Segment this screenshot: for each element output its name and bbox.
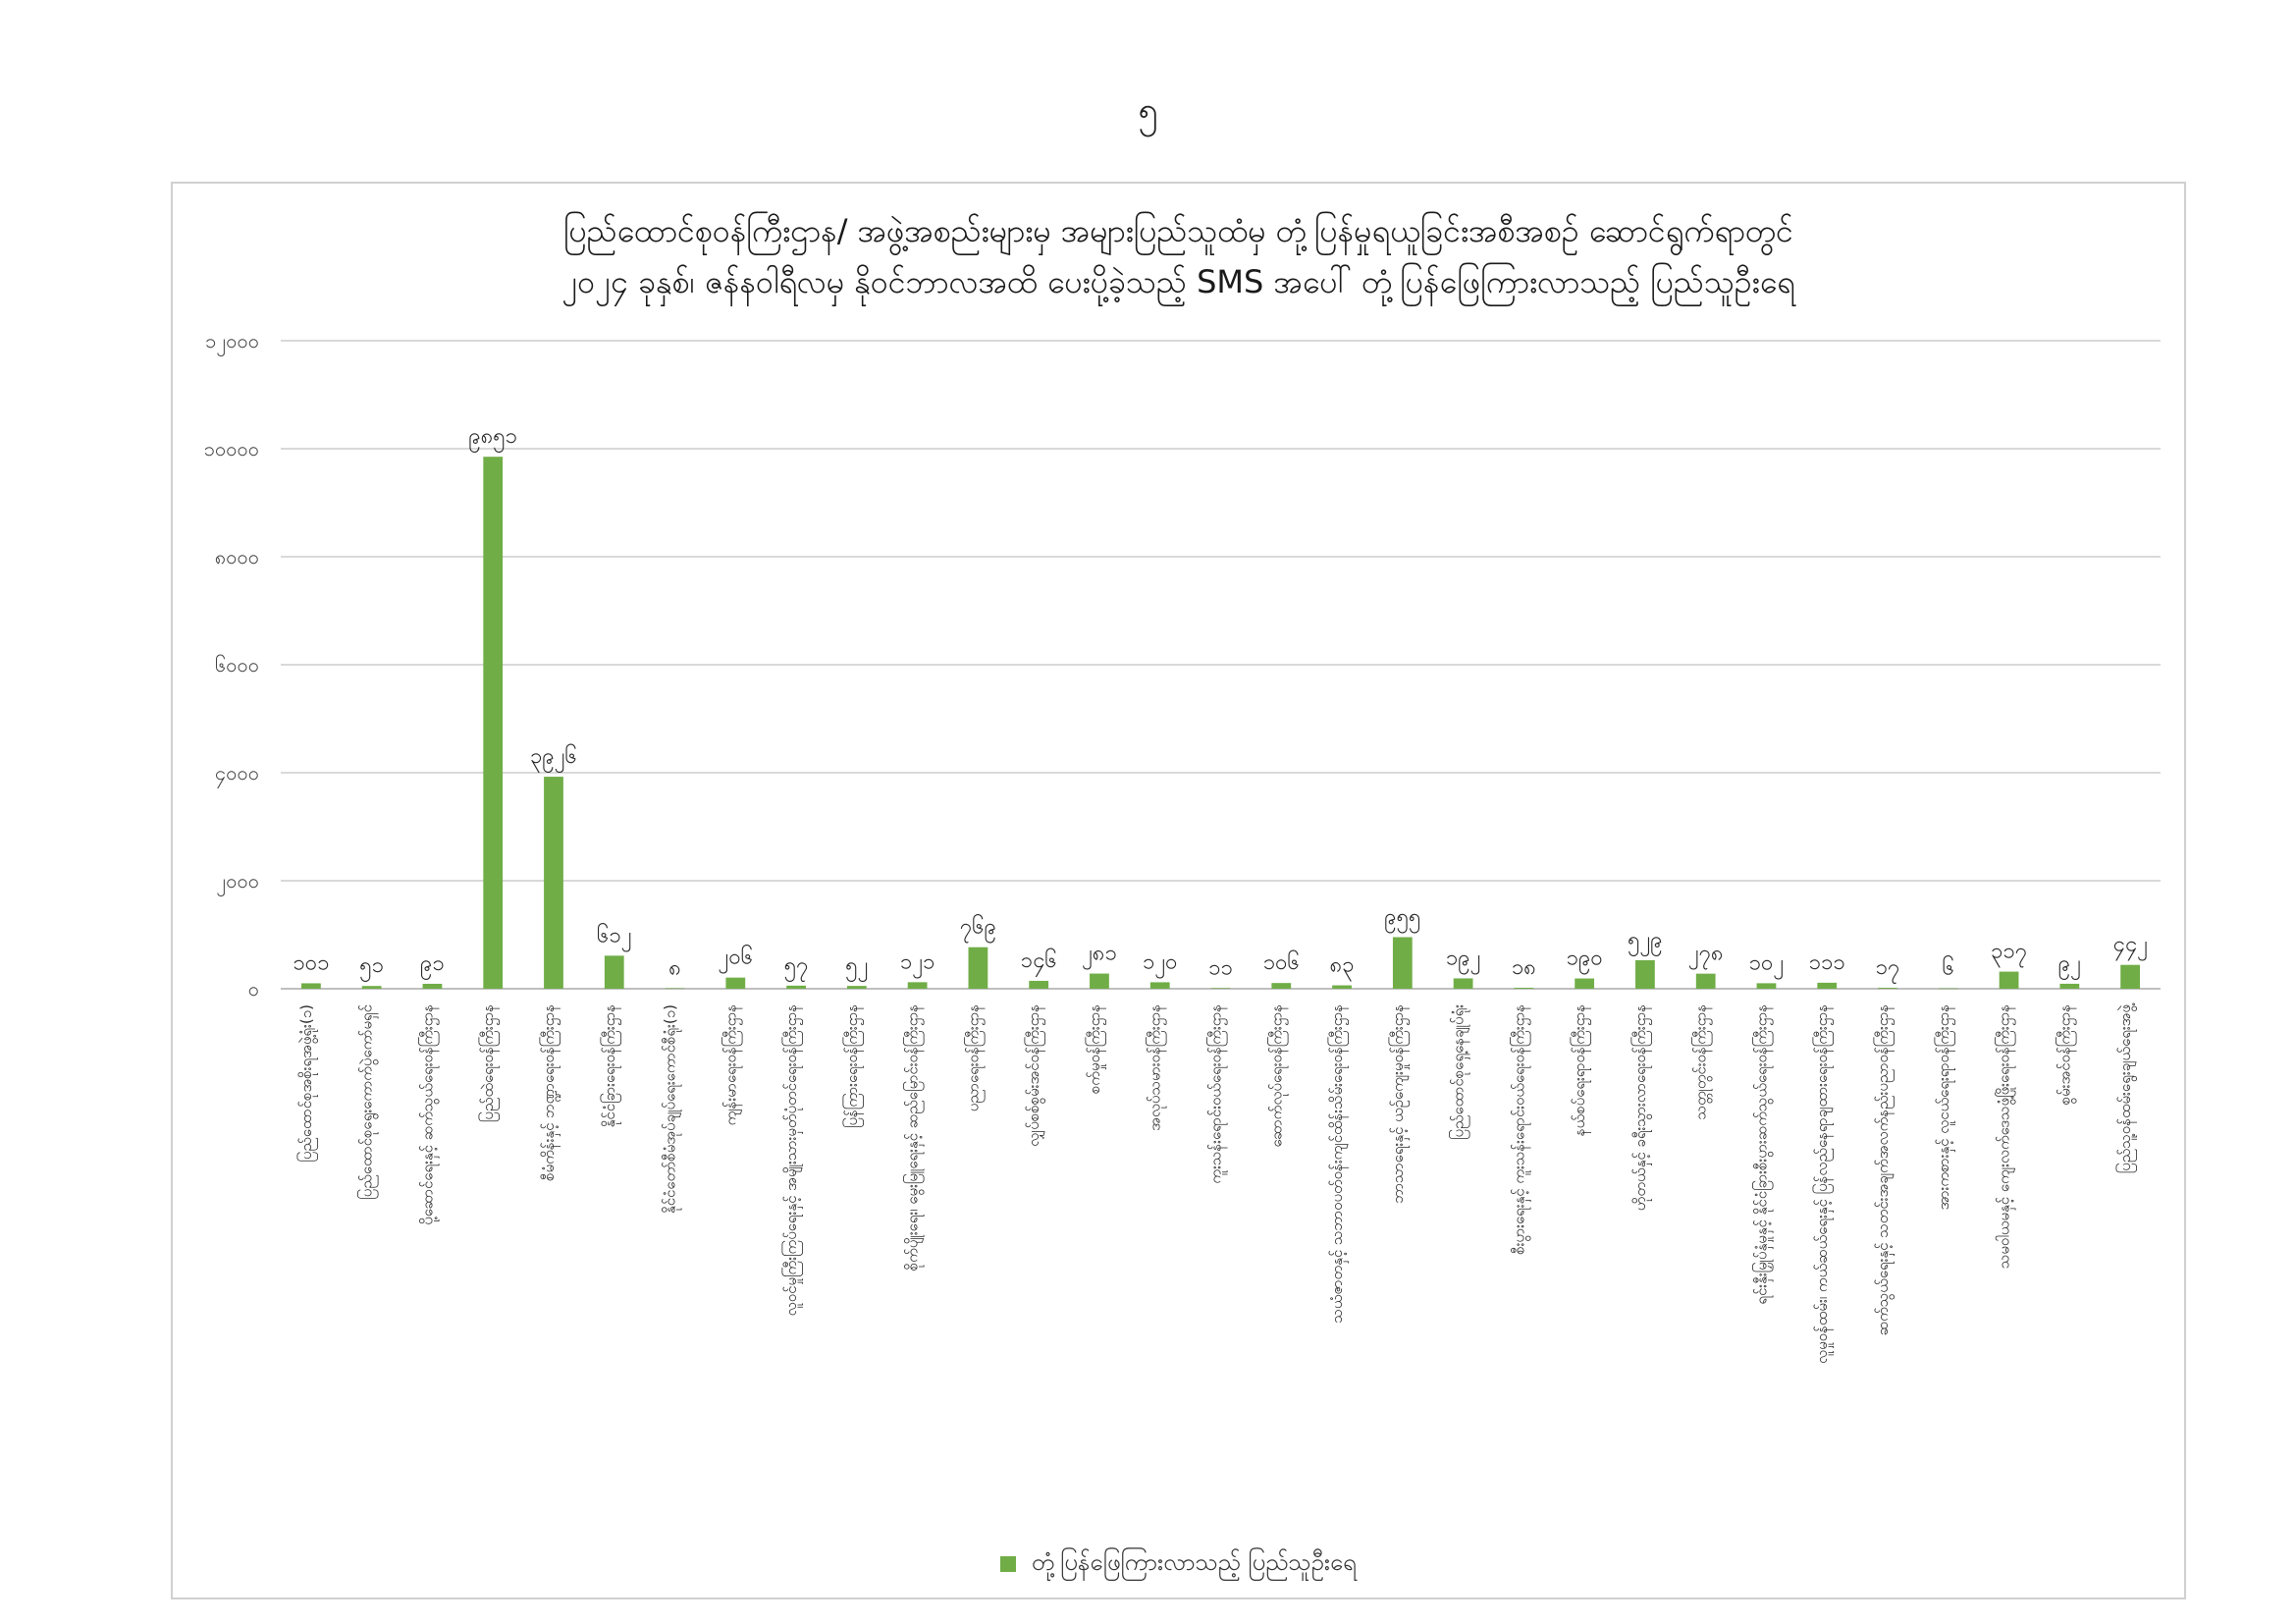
legend-swatch — [1000, 1556, 1016, 1572]
data-label: ၁၀၁ — [293, 950, 330, 976]
bar — [1332, 986, 1352, 989]
bar — [908, 982, 928, 989]
bar — [362, 986, 382, 989]
data-label: ၅၁ — [359, 953, 385, 979]
data-label: ၁၁ — [1208, 955, 1233, 981]
x-tick-label: ပို့ဆောင်ရေးနှင့် ဆက်သွယ်ရေးဝန်ကြီးဌာန — [418, 1004, 437, 1225]
bar — [423, 984, 443, 989]
bar — [725, 978, 745, 989]
bar — [2059, 984, 2079, 989]
x-tick-label: နိုင်ငံခြားရေးဝန်ကြီးဌာန — [600, 1004, 618, 1128]
y-tick-label: ၆၀၀၀ — [215, 653, 259, 677]
bar — [1150, 982, 1170, 989]
bar — [1939, 989, 1958, 990]
data-label: ၈၃ — [1329, 952, 1355, 978]
x-tick-label: ဘာသာရေးနှင့် ယဉ်ကျေးမှုဝန်ကြီးဌာန — [1388, 1004, 1407, 1204]
bar — [2000, 972, 2019, 989]
y-tick-label: ၁၀၀၀၀ — [203, 437, 259, 460]
x-tick-label: ပြည်ထောင်စုအစိုးရအဖွဲ့ရုံး(၁) — [296, 1004, 315, 1163]
bar — [1696, 974, 1716, 989]
bar — [969, 947, 988, 989]
x-tick-label: ကျန်းမာရေးဝန်ကြီးဌာန — [721, 1004, 740, 1126]
bar — [1090, 974, 1109, 989]
bar — [483, 457, 503, 989]
x-tick-label: ပြည်သူ့ဝန်ထမ်းရွေးချယ်ရေးအဖွဲ့ — [2116, 1003, 2135, 1174]
bar — [1514, 988, 1533, 989]
x-tick-label: လျှပ်စစ်စွမ်းအင်ဝန်ကြီးဌာန — [1025, 1004, 1043, 1147]
data-label: ၃၉၂၆ — [530, 744, 577, 770]
data-label: ၁၉၂ — [1445, 946, 1481, 971]
x-tick-label: စက်မှုဝန်ကြီးဌာန — [1085, 1004, 1103, 1095]
data-label: ၅၇ — [783, 952, 809, 978]
bar — [1211, 988, 1231, 989]
x-tick-label: ပြည်ထဲရေးဝန်ကြီးဌာန — [479, 1004, 498, 1123]
data-label: ၇၆၉ — [959, 914, 996, 940]
x-tick-label: စီးပွားရေးနှင့် ကူးသန်းရောင်းဝယ်ရေးဝန်ကြီးဌာန — [1510, 1004, 1528, 1255]
bar — [786, 986, 806, 989]
data-label: ၉၈၅၁ — [468, 424, 518, 450]
chart-legend — [173, 1546, 2184, 1582]
x-tick-label: သယံဇာတနှင့် သဘာဝပတ်ဝန်းကျင်ထိန်းသိမ်းရေးဝန်ကြီးဌာန — [1328, 1004, 1347, 1324]
y-tick-label: ၈၀၀၀ — [214, 545, 259, 568]
data-label: ၁၁၁ — [1808, 949, 1845, 975]
bar — [1393, 937, 1413, 989]
data-label: ၆၁၂ — [596, 923, 632, 948]
x-tick-label: လူဝင်မှုကြီးကြပ်ရေးနှင့် အမျိုးသားမှတ်ပုံတင်ရေးဝန်ကြီးဌာန — [782, 1004, 801, 1317]
data-label: ၁၇ — [1875, 955, 1900, 981]
x-tick-label: ဟိုတယ်နှင့် ခရီးသွားလာရေးဝန်ကြီးဌာန — [1630, 1004, 1649, 1212]
x-tick-label: ဆက်သွယ်ရေးနှင့် သတင်းအချက်အလက်နည်းပညာဝန်ကြီးဌာန — [1874, 1004, 1893, 1336]
data-label: ၁၂၁ — [899, 949, 935, 975]
data-label: ၂၈၁ — [1082, 941, 1117, 966]
data-label: ၃၁၇ — [1991, 939, 2028, 964]
x-tick-label: ရင်းနှီးမြှုပ်နှံမှုနှင့် နိုင်ငံခြားစီးပွားဆက်သွယ်ရေးဝန်ကြီးဌာန — [1752, 1004, 1771, 1305]
y-tick-label: ၁၂၀၀၀ — [205, 329, 259, 352]
x-tick-label: ပညာရေးဝန်ကြီးဌာန — [964, 1004, 983, 1112]
bar — [847, 986, 867, 989]
data-label: ၁၉၀ — [1566, 946, 1603, 971]
data-label: ၂၇၈ — [1687, 941, 1724, 966]
data-label: ၁၀၆ — [1262, 950, 1300, 976]
x-tick-label: စွမ်းအင်ဝန်ကြီးဌာန — [2056, 1004, 2074, 1106]
x-tick-label: နယ်စပ်ရေးရာဝန်ကြီးဌာန — [1571, 1004, 1589, 1137]
x-tick-label: လူမှုဝန်ထမ်း၊ ကယ်ဆယ်ရေးနှင့် ပြန်လည်နေရာချထားရေးဝန်ကြီးဌာန — [1813, 1004, 1832, 1364]
bar — [301, 983, 321, 989]
y-tick-label: ၂၀၀၀ — [216, 869, 259, 893]
bar — [2120, 965, 2140, 989]
bar — [666, 989, 685, 990]
x-tick-label: ပြန်ကြားရေးဝန်ကြီးဌာန — [842, 1004, 861, 1129]
data-label: ၅၂၉ — [1628, 927, 1663, 952]
x-tick-label: ပြည်ထောင်စုရှေ့နေချုပ်ရုံး — [1449, 1004, 1468, 1141]
x-tick-label: သမဝါယမနှင့် ကျေးလက်ဒေသဖွံ့ဖြိုးရေးဝန်ကြီးဌာန — [1995, 1003, 2013, 1270]
legend-label: တုံ့ပြန်ဖြေကြားလာသည့် ပြည်သူဦးရေ — [1031, 1548, 1357, 1576]
x-tick-label: အားကစားနှင့် လူငယ်ရေးရာဝန်ကြီးဌာန — [1934, 1004, 1952, 1211]
data-label: ၂၀၆ — [718, 945, 754, 970]
x-tick-label: စိုက်ပျိုးရေး၊ မွေးမြူရေးနှင့် ဆည်မြောင်းဝန်ကြီးဌာန — [903, 1004, 922, 1272]
y-tick-label: ၀ — [247, 977, 259, 1001]
page-number: ၅ — [1138, 90, 1158, 131]
bar — [605, 955, 624, 989]
x-tick-label: စီမံကိန်းနှင့် ဘဏ္ဍာရေးဝန်ကြီးဌာန — [539, 1004, 558, 1181]
bar — [1271, 983, 1291, 989]
bar — [1029, 981, 1048, 989]
data-label: ၉၂ — [2057, 950, 2081, 976]
data-label: ၆ — [1942, 955, 1954, 981]
bar — [1757, 983, 1777, 989]
x-tick-label: နိုင်ငံတော်စီမံအုပ်ချုပ်ရေးကောင်စီရုံး(၁) — [661, 1004, 679, 1215]
data-label: ၁၂၀ — [1142, 949, 1178, 975]
x-tick-label: ပြည်ထောင်စုရွေးကောက်ပွဲကော်မရှင် — [357, 1004, 376, 1200]
chart-title-line-2: ၂၀၂၄ ခုနှစ်၊ ဇန်နဝါရီလမှ နိုဝင်ဘာလအထိ ပေးပို့ခဲ့သည့် SMS အပေါ် တုံ့ပြန်ဖြေကြားလာသည့် ပြည်သူဦးရေ — [561, 263, 1795, 300]
data-label: ၁၄၆ — [1020, 947, 1057, 973]
bar — [1575, 979, 1594, 989]
data-label: ၄၄၂ — [2112, 932, 2148, 957]
chart-title-line-1: ပြည်ထောင်စုဝန်ကြီးဌာန/ အဖွဲ့အစည်းများမှ အများပြည်သူထံမှ တုံ့ပြန်မှုရယူခြင်းအစီအစဉ် ဆောင်ရွက်ရာတွင် — [563, 212, 1793, 249]
data-label: ၅၂ — [845, 953, 869, 979]
bar — [1635, 960, 1655, 989]
bar — [544, 777, 563, 989]
data-label: ၁၈ — [1511, 955, 1536, 981]
bar — [1454, 978, 1473, 989]
bar — [1817, 983, 1837, 989]
x-tick-label: သတ္တုတွင်းဝန်ကြီးဌာန — [1691, 1004, 1710, 1120]
x-tick-label: ဆောက်လုပ်ရေးဝန်ကြီးဌာန — [1267, 1004, 1286, 1148]
x-tick-label: အလုပ်သမားဝန်ကြီးဌာန — [1146, 1004, 1164, 1131]
data-label: ၈ — [668, 955, 681, 981]
data-label: ၁၀၂ — [1748, 950, 1785, 976]
data-label: ၉၁ — [420, 950, 445, 976]
bar-chart-plot — [173, 184, 2184, 1597]
data-label: ၉၅၅ — [1384, 904, 1421, 930]
x-tick-label: ကူးသန်းရောင်းဝယ်ရေးဝန်ကြီးဌာန — [1206, 1004, 1225, 1184]
y-tick-label: ၄၀၀၀ — [215, 761, 259, 785]
bar — [1878, 988, 1897, 989]
chart-container — [171, 182, 2186, 1599]
